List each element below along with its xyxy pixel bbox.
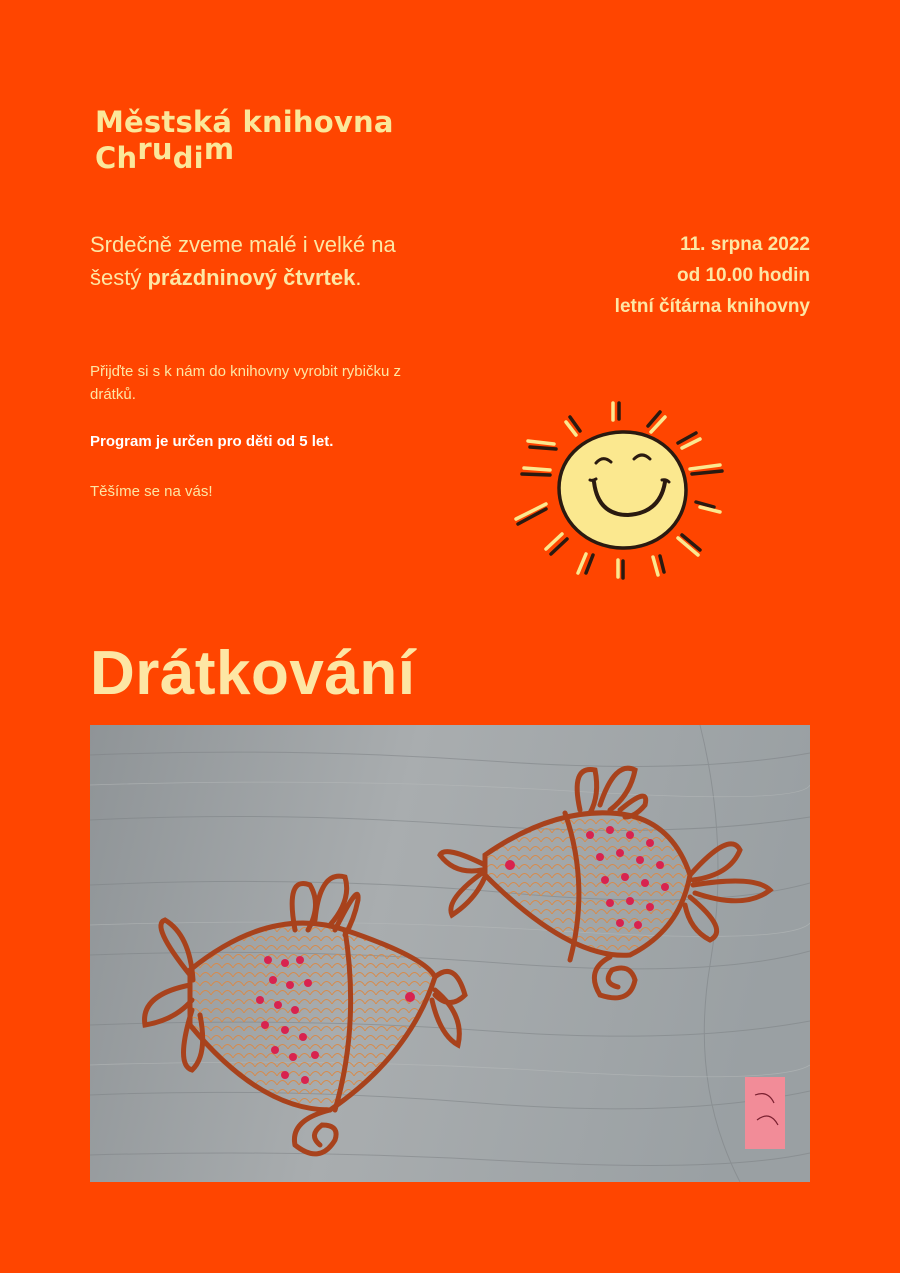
age-info: Program je určen pro děti od 5 let. xyxy=(90,433,334,450)
description-text: Přijďte si s k nám do knihovny vyrobit rybičku z drátků. xyxy=(90,363,401,403)
invitation-text: Srdečně zveme malé i velké na šestý prázdninový čtvrtek. xyxy=(90,232,396,290)
logo-line-1: Městská knihovna xyxy=(95,105,394,139)
event-name: prázdninový čtvrtek xyxy=(147,265,356,290)
event-place: letní čítárna knihovny xyxy=(614,296,810,317)
wire-fish-photo xyxy=(90,725,810,1182)
library-logo xyxy=(95,104,394,176)
event-date: 11. srpna 2022 xyxy=(680,234,810,255)
event-title: Drátkování xyxy=(90,639,416,708)
event-time: od 10.00 hodin xyxy=(676,265,810,286)
event-info xyxy=(615,229,810,322)
closing-text: Těšíme se na vás! xyxy=(90,483,213,500)
logo-line-2: Chrudim xyxy=(95,132,235,175)
smiling-sun-icon xyxy=(510,395,730,585)
